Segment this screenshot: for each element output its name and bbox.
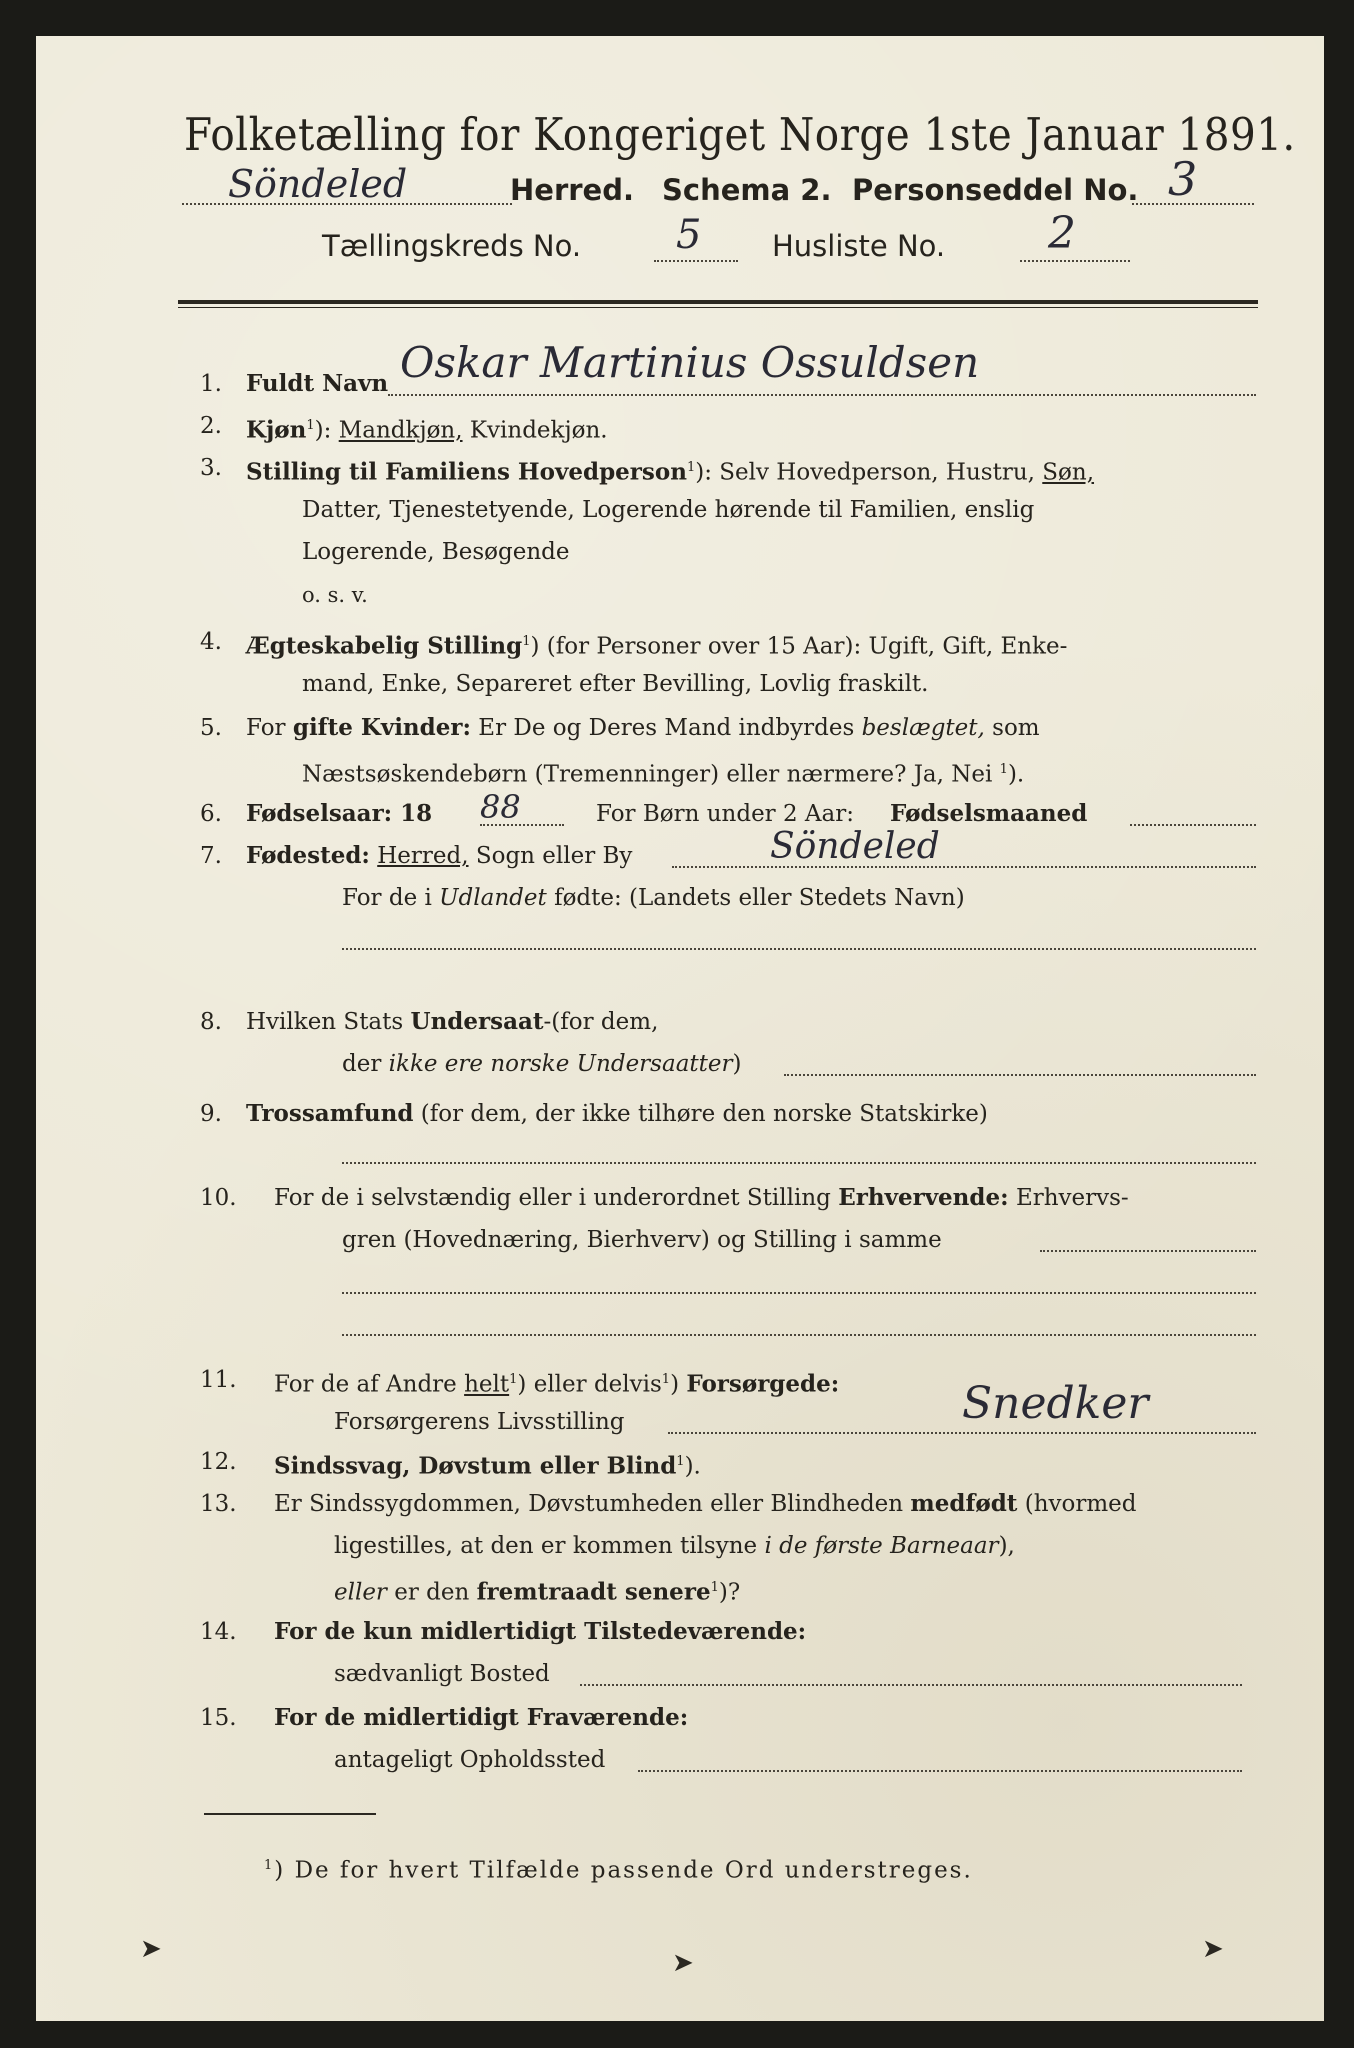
q11-answer-occupation: Snedker [962,1378,1149,1429]
q11-line1 [274,1366,839,1399]
q9-line1 [246,1100,988,1128]
q10-dotline1 [1040,1250,1256,1252]
q4-line2: mand, Enke, Separeret efter Bevilling, Lovlig fraskilt. [302,671,929,697]
q4-text1: ) (for Personer over 15 Aar): Ugift, Gift, Enke- [530,633,1068,660]
q13-line2a: ligestilles, at den er kommen tilsyne [334,1533,758,1559]
q10-line1 [274,1184,1129,1212]
q6-text: For Børn under 2 Aar: [596,801,854,827]
q8-line2b: ) [732,1051,742,1077]
q10-dotline2 [342,1292,1256,1294]
q2-line [246,412,608,445]
q7-answer-place: Söndeled [770,826,940,867]
q2-label: Kjøn [246,416,307,444]
q4-line1 [246,628,1067,661]
q10-label: Erhvervende: [838,1184,1009,1211]
herred-value: Söndeled [228,162,408,206]
q2-option-kvindekjon: Kvindekjøn. [469,417,608,444]
q11-dotline [668,1432,1256,1434]
q13-end: )? [718,1579,741,1606]
personseddel-label: Personseddel No. [852,173,1139,207]
q10-line2: gren (Hovednæring, Bierhverv) og Stilling i samme [342,1227,942,1253]
q12-label: Sindssvag, Døvstum eller Blind [274,1452,677,1480]
schema-label: Schema 2. [662,173,832,207]
q13-sup: 1 [710,1580,719,1595]
q12-sup: 1 [676,1454,685,1469]
q6-label2: Fødselsmaaned [890,800,1088,827]
q7-text: Sogn eller By [475,843,633,869]
q5-pre: For [246,715,286,741]
q7-line1 [246,842,632,870]
q7-number: 7. [200,843,222,869]
q5-line2 [302,756,1024,789]
q11-number: 11. [200,1367,237,1393]
q1-label: Fuldt Navn [246,370,389,397]
footnote-sup: 1 [264,1858,275,1873]
q3-label: Stilling til Familiens Hovedperson [246,458,687,486]
q8-line2 [342,1050,741,1078]
q11-text1: For de af Andre [274,1371,457,1398]
q8-line2a: der [342,1051,382,1077]
q11-sup1: 1 [509,1372,518,1387]
header-rule-thin [178,307,1258,308]
census-form-sheet [36,36,1324,2021]
q13-line3a: er den [394,1579,470,1606]
q15-line2: antageligt Opholdssted [334,1747,606,1773]
q12-end: ). [684,1453,701,1480]
q8-label: Hvilken Stats [246,1009,404,1035]
q13-line1 [274,1490,1137,1518]
q13-line2-italic: i de første Barneaar [764,1533,999,1559]
q5-line1 [246,714,1040,742]
q5-italic: beslægtet, [861,715,985,741]
q15-dotline [638,1770,1242,1772]
q1-answer-name: Oskar Martinius Ossuldsen [400,338,980,387]
q9-dotline [342,1162,1256,1164]
registration-mark-left: ➤ [140,1934,162,1964]
q12-number: 12. [200,1449,237,1475]
header-rule-thick [178,300,1258,304]
q14-number: 14. [200,1619,237,1645]
q13-line2 [334,1532,1015,1560]
q14-line2: sædvanligt Bosted [334,1661,550,1687]
q5-number: 5. [200,715,222,741]
q3-option-son: Søn, [1042,459,1095,486]
q10-number: 10. [200,1185,237,1211]
q9-label: Trossamfund [246,1100,414,1127]
q11-sup2: 1 [661,1372,671,1387]
q14-label: For de kun midlertidigt Tilstedeværende: [274,1618,807,1645]
q2-colon: ): [314,417,332,444]
q8-number: 8. [200,1009,222,1035]
footnote-text: ) De for hvert Tilfælde passende Ord understreges. [274,1857,973,1884]
q6-number: 6. [200,801,222,827]
q3-text1: ): Selv Hovedperson, Hustru, [695,459,1035,486]
kreds-label: Tællingskreds No. [322,229,582,263]
q15-number: 15. [200,1705,237,1731]
q4-sup: 1 [522,634,531,649]
footnote [264,1852,973,1885]
husliste-label: Husliste No. [772,229,946,263]
q13-label: medfødt [910,1490,1018,1517]
q5-text2: som [992,715,1040,741]
q7-option-herred: Herred, [377,843,469,869]
form-title: Folketælling for Kongeriget Norge 1ste Januar 1891. [184,108,1296,161]
q10-text2: Erhvervs- [1015,1185,1129,1211]
kreds-value: 5 [676,212,702,258]
q10-dotline3 [342,1334,1256,1336]
q13-line3 [334,1574,740,1607]
q13-text2: (hvormed [1024,1491,1137,1517]
q6-year-value: 88 [480,788,521,826]
q3-line4: o. s. v. [302,583,368,607]
q5-end: ). [1007,761,1025,788]
q7-line2 [342,884,965,912]
registration-mark-right: ➤ [1202,1934,1224,1964]
q8-dotline [784,1074,1256,1076]
footnote-rule [204,1813,376,1815]
registration-mark-center: ➤ [672,1948,694,1978]
q11-line2: Forsørgerens Livsstilling [334,1409,625,1435]
q5-text1: Er De og Deres Mand indbyrdes [478,715,855,741]
q4-label: Ægteskabelig Stilling [246,632,523,660]
q3-line1 [246,454,1094,487]
q14-dotline [580,1684,1242,1686]
husliste-value: 2 [1048,208,1076,259]
q10-text1: For de i selvstændig eller i underordnet Stilling [274,1185,831,1211]
q2-option-mandkjon: Mandkjøn, [338,417,463,444]
q5-line2-text: Næstsøskendebørn (Tremenninger) eller nærmere? Ja, Nei [302,761,993,788]
q3-line3: Logerende, Besøgende [302,539,570,565]
q8-line1 [246,1008,658,1036]
personseddel-value: 3 [1168,152,1198,206]
q11-text3: ) [670,1371,680,1398]
q11-text2: ) eller delvis [517,1371,662,1398]
q7-line2-italic: Udlandet [439,885,547,911]
q4-number: 4. [200,629,222,655]
q5-label: gifte Kvinder: [292,714,471,741]
q13-line2b: ), [998,1533,1015,1559]
q7-label: Fødested: [246,842,370,869]
q7-foreign-dotline [342,948,1256,950]
q12-line1 [274,1448,701,1481]
q13-line3-italic: eller [334,1579,387,1606]
q3-sup: 1 [686,460,696,475]
q5-sup: 1 [999,762,1008,777]
q13-text1: Er Sindssygdommen, Døvstumheden eller Blindheden [274,1491,904,1517]
q9-number: 9. [200,1101,222,1127]
q3-line2: Datter, Tjenestetyende, Logerende hørende til Familien, enslig [302,497,1035,523]
q8-label2: Undersaat [410,1008,544,1035]
q11-label: Forsørgede: [686,1370,840,1398]
q7-line2a: For de i [342,885,432,911]
q2-number: 2. [200,413,222,439]
kreds-dotline [654,260,738,262]
q7-line2b: fødte: (Landets eller Stedets Navn) [554,885,965,911]
q7-dotline [672,866,1256,868]
q6-label: Fødselsaar: 18 [246,800,433,827]
q6-month-dotline [1130,824,1256,826]
q3-number: 3. [200,455,222,481]
q2-sup: 1 [306,418,315,433]
husliste-dotline [1020,260,1130,262]
q13-number: 13. [200,1491,237,1517]
q1-number: 1. [200,371,222,397]
q9-text: (for dem, der ikke tilhøre den norske Statskirke) [420,1101,988,1127]
q13-line3-bold: fremtraadt senere [476,1578,711,1606]
q11-option-helt: helt [464,1371,510,1398]
q8-text: -(for dem, [543,1009,659,1035]
q1-dotline [388,394,1256,396]
q8-line2-italic: ikke ere norske Undersaatter [388,1051,733,1077]
q15-label: For de midlertidigt Fraværende: [274,1704,689,1731]
herred-label: Herred. [510,173,634,207]
